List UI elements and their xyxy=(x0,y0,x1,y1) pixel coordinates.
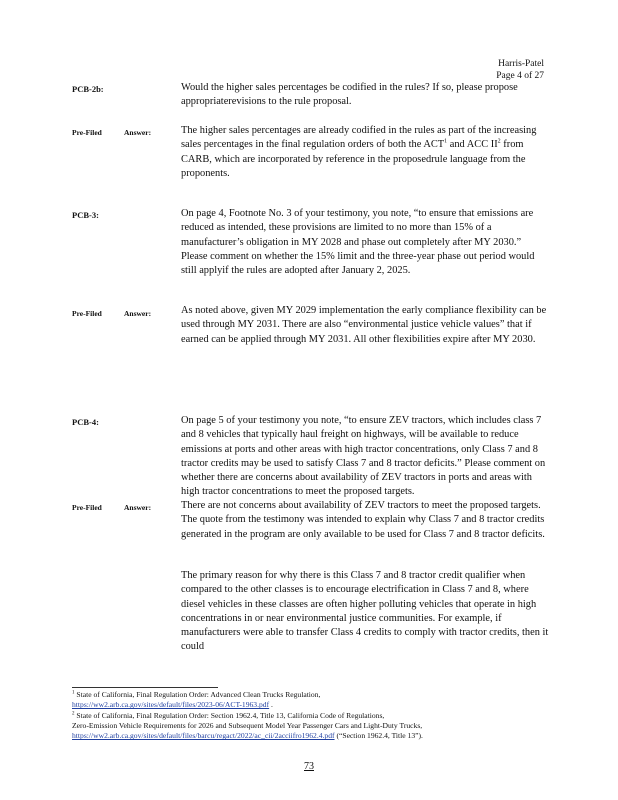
footnote-1 xyxy=(72,690,552,710)
header-author: Harris-Patel xyxy=(498,59,544,69)
footnote-link[interactable]: https://ww2.arb.ca.gov/sites/default/files/2023-06/ACT-1963.pdf xyxy=(72,700,270,710)
answer-label: Answer: xyxy=(124,128,152,137)
footnote-2 xyxy=(72,711,552,742)
question-text: Would the higher sales percentages be codified in the rules? If so, please propose appropriaterevisions to the rule proposal. xyxy=(181,82,518,108)
footnote-text: State of California, Final Regulation Order: Advanced Clean Trucks Regulation, xyxy=(74,690,321,699)
prefiled-label: Pre-Filed xyxy=(72,128,102,137)
header-page-count: Page 4 of 27 xyxy=(496,71,544,81)
page-number: 73 xyxy=(304,761,314,772)
footnote-text: (“Section 1962.4, Title 13”). xyxy=(334,731,423,741)
footnote-text: Zero-Emission Vehicle Requirements for 2026 and Subsequent Model Year Passenger Cars and Light-Duty Trucks, xyxy=(72,721,423,731)
answer-label: Answer: xyxy=(124,309,152,318)
footnote-link[interactable]: https://ww2.arb.ca.gov/sites/default/files/barcu/regact/2022/ac_cii/2acciifro1962.4.pdf xyxy=(72,731,335,741)
footnote-divider xyxy=(72,687,218,688)
prefiled-label: Pre-Filed xyxy=(72,503,102,512)
answer-label: Answer: xyxy=(124,503,152,512)
answer-text: There are not concerns about availability of ZEV tractors to meet the proposed targets. The quote from the testimony was intended to explain why Class 7 and 8 tractor credits generated in the program are only available to be used for Class 7 and 8 tractor deficits. xyxy=(181,500,545,540)
footnote-number: 1 xyxy=(72,690,75,696)
answer-text: The primary reason for why there is this Class 7 and 8 tractor credit qualifier when compared to the other classes is to encourage electrification in Class 7 and 8, where diesel vehicles in these classes are often higher polluting vehicles that operate in high concentrations in or near environmental justice communities. For example, if manufacturers were able to transfer Class 4 credits to comply with tractor credits, then it could xyxy=(181,570,549,653)
footnote-text: . xyxy=(269,700,273,710)
answer-text-part: and ACC II xyxy=(447,139,498,151)
answer-text-part: The higher sales percentages are already codified in the rules as part of the increasing sales percentages in the final regulation orders of both the ACT xyxy=(181,125,537,151)
footnote-text: State of California, Final Regulation Order: Section 1962.4, Title 13, California Code of Regulations, xyxy=(74,711,385,720)
answer-text xyxy=(181,124,549,181)
question-text: On page 5 of your testimony you note, “to ensure ZEV tractors, which includes class 7 and 8 vehicles that typically haul freight on highways, will be available to reduce emissions at ports and other areas with high tractor concentrations, only Class 7 and 8 tractor credits may be used to satisfy Class 7 and 8 tractor deficits.” Please comment on whether there are concerns about availability of ZEV tractors in ports and areas with high tractor concentrations to meet the proposed targets. xyxy=(181,415,546,498)
question-label: PCB-2b: xyxy=(72,84,104,94)
footnote-ref: 1 xyxy=(444,138,448,145)
question-label: PCB-3: xyxy=(72,210,99,220)
prefiled-label: Pre-Filed xyxy=(72,309,102,318)
footnote-number: 2 xyxy=(72,711,75,717)
running-header xyxy=(496,58,544,82)
footnote-ref: 2 xyxy=(497,138,501,145)
answer-text: As noted above, given MY 2029 implementation the early compliance flexibility can be used through MY 2031. There are also “environmental justice vehicle values” that if earned can be applied through MY 2031. All other flexibilities expire after MY 2030. xyxy=(181,305,547,345)
question-label: PCB-4: xyxy=(72,417,99,427)
question-text: On page 4, Footnote No. 3 of your testimony, you note, “to ensure that emissions are reduced as intended, these provisions are limited to no more than 15% of a manufacturer’s obligation in MY 2028 and phase out completely after MY 2030.” Please comment on whether the 15% limit and the three-year phase out period would still applyif the rules are adopted after January 2, 2025. xyxy=(181,208,535,277)
answer-text-part: from CARB, which are incorporated by reference in the proposedrule language from the proponents. xyxy=(181,139,526,179)
